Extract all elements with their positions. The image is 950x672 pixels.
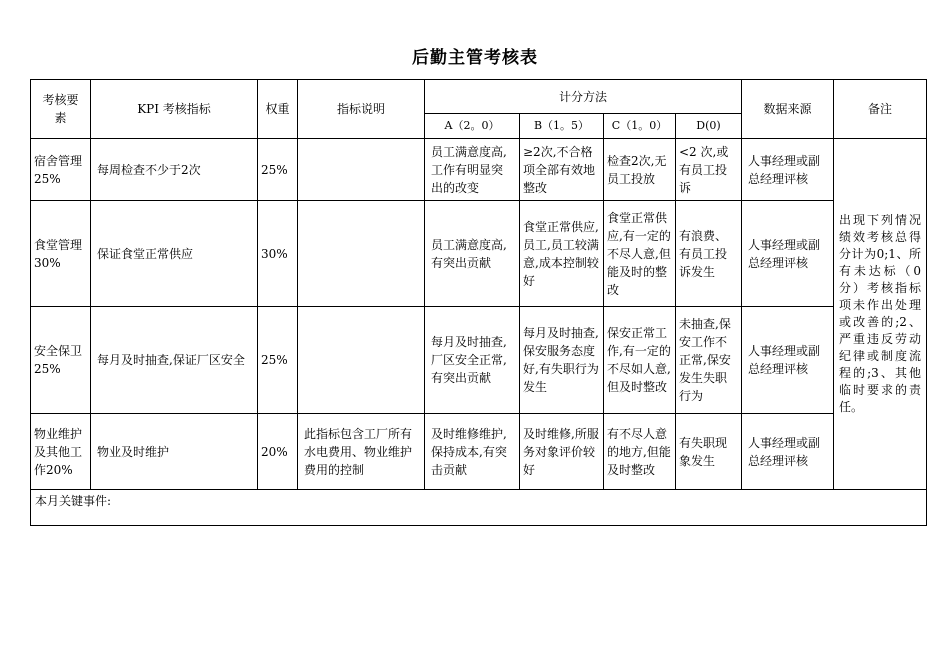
cell-d: 有浪费、有员工投诉发生: [676, 201, 742, 307]
table-row: [31, 414, 927, 490]
key-events: 本月关键事件:: [31, 490, 927, 526]
cell-b: 食堂正常供应,员工,员工较满意,成本控制较好: [520, 201, 604, 307]
header-desc: 指标说明: [298, 80, 425, 139]
cell-weight: 30%: [258, 201, 298, 307]
cell-source: 人事经理或副总经理评核: [742, 307, 834, 414]
grade-d: D(0): [676, 114, 742, 139]
remark-note: 出现下列情况绩效考核总得分计为0;1、所有未达标（0 分）考核指标项未作出处理或改善的;2、严重违反劳动纪律或制度流程的;3、其他临时要求的责任。: [834, 139, 927, 490]
cell-b: 及时维修,所服务对象评价较好: [520, 414, 604, 490]
cell-source: 人事经理或副总经理评核: [742, 414, 834, 490]
grade-b: B（1。5）: [520, 114, 604, 139]
page-title: 后勤主管考核表: [412, 48, 538, 68]
cell-desc: [298, 201, 425, 307]
header-source: 数据来源: [742, 80, 834, 139]
cell-factor: 物业维护及其他工作20%: [31, 414, 91, 490]
cell-desc: 此指标包含工厂所有水电费用、物业维护费用的控制: [298, 414, 425, 490]
table-row: [31, 139, 927, 201]
header-kpi: KPI 考核指标: [91, 80, 258, 139]
cell-c: 食堂正常供应,有一定的不尽人意,但能及时的整改: [604, 201, 676, 307]
cell-kpi: 保证食堂正常供应: [91, 201, 258, 307]
cell-a: 及时维修维护,保持成本,有突击贡献: [425, 414, 520, 490]
header-remark: 备注: [834, 80, 927, 139]
cell-c: 有不尽人意的地方,但能及时整改: [604, 414, 676, 490]
header-method: 计分方法: [425, 80, 742, 114]
cell-desc: [298, 307, 425, 414]
cell-d: <2 次,或有员工投诉: [676, 139, 742, 201]
grade-a: A（2。0）: [425, 114, 520, 139]
cell-kpi: 每周检查不少于2次: [91, 139, 258, 201]
cell-desc: [298, 139, 425, 201]
cell-factor: 食堂管理30%: [31, 201, 91, 307]
cell-source: 人事经理或副总经理评核: [742, 201, 834, 307]
cell-source: 人事经理或副总经理评核: [742, 139, 834, 201]
cell-factor: 宿舍管理25%: [31, 139, 91, 201]
header-factor: 考核要素: [31, 80, 91, 139]
cell-kpi: 每月及时抽查,保证厂区安全: [91, 307, 258, 414]
cell-weight: 20%: [258, 414, 298, 490]
cell-a: 每月及时抽查,厂区安全正常,有突出贡献: [425, 307, 520, 414]
cell-c: 检查2次,无员工投放: [604, 139, 676, 201]
table-row: [31, 307, 927, 414]
cell-d: 未抽查,保安工作不正常,保安发生失职行为: [676, 307, 742, 414]
table-row: [31, 201, 927, 307]
cell-b: 每月及时抽查,保安服务态度好,有失职行为发生: [520, 307, 604, 414]
assessment-table: [30, 79, 927, 526]
cell-weight: 25%: [258, 307, 298, 414]
cell-weight: 25%: [258, 139, 298, 201]
cell-kpi: 物业及时维护: [91, 414, 258, 490]
cell-a: 员工满意度高,工作有明显突出的改变: [425, 139, 520, 201]
cell-c: 保安正常工作,有一定的不尽如人意,但及时整改: [604, 307, 676, 414]
cell-a: 员工满意度高,有突出贡献: [425, 201, 520, 307]
cell-factor: 安全保卫25%: [31, 307, 91, 414]
grade-c: C（1。0）: [604, 114, 676, 139]
header-weight: 权重: [258, 80, 298, 139]
cell-b: ≥2次,不合格项全部有效地整改: [520, 139, 604, 201]
cell-d: 有失职现象发生: [676, 414, 742, 490]
